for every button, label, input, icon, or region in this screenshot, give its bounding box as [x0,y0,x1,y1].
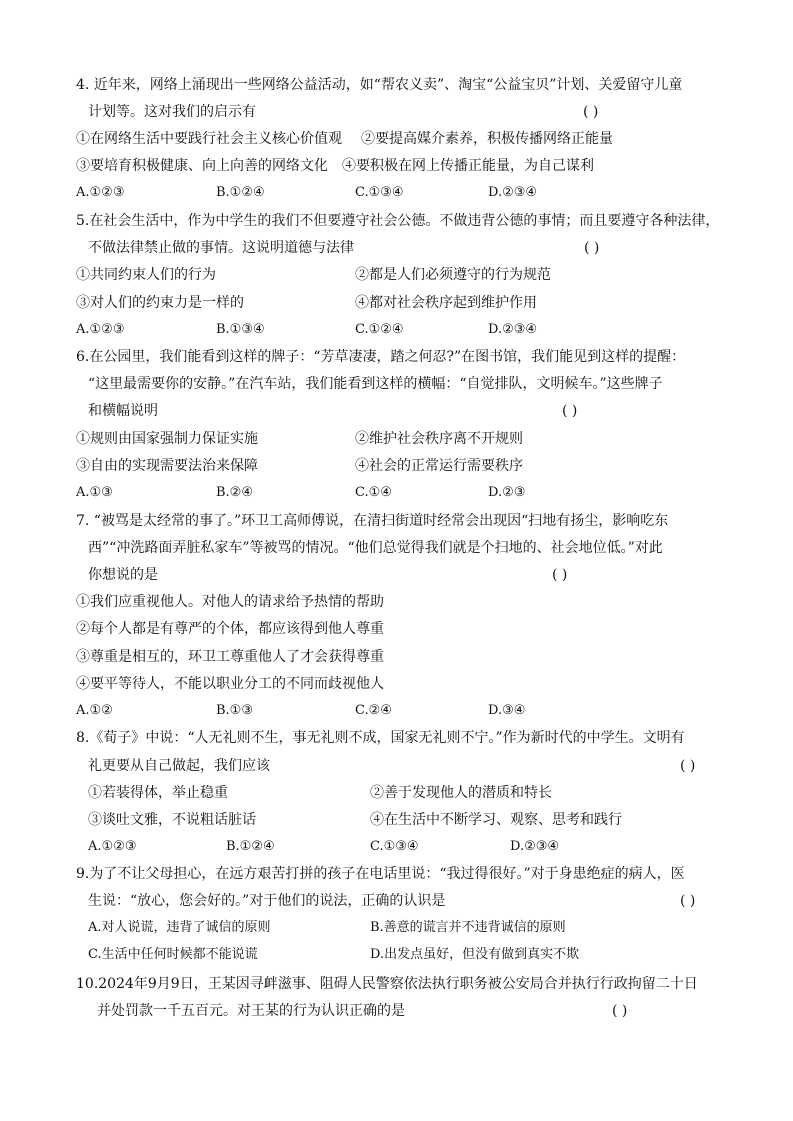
question-stem-line: 6.在公园里，我们能看到这样的牌子：“芳草凄凄，踏之何忍?”在图书馆，我们能见到这样的提醒： [76,349,686,365]
answer-parenthesis: ( ) [562,403,578,419]
answer-parenthesis: ( ) [584,240,600,256]
statement: ②都是人们必须遵守的行为规范 [355,267,551,283]
choice-option: A.①③ [76,485,113,500]
choice-option: D.③④ [488,703,526,718]
choice-option: B.善意的谎言并不违背诚信的原则 [370,920,566,935]
statement: ③对人们的约束力是一样的 [76,295,244,311]
statement: ①规则由国家强制力保证实施 [76,431,258,447]
answer-parenthesis: ( ) [612,1003,628,1019]
answer-parenthesis: ( ) [680,758,696,774]
question-stem-line: 西”“冲洗路面弄脏私家车”等被骂的情况。“他们总觉得我们就是个扫地的、社会地位低。”对此 [88,540,663,556]
choice-option: A.①② [76,703,113,718]
choice-option: C.①③④ [355,185,404,200]
statement: ①在网络生活中要践行社会主义核心价值观 [76,131,342,147]
question-stem-line: 8.《荀子》中说：“人无礼则不生，事无礼则不成，国家无礼则不宁。”作为新时代的中学生。文明有 [76,730,685,746]
choice-option: C.①②④ [355,322,404,337]
statement: ①共同约束人们的行为 [76,267,216,283]
statement: ④要积极在网上传播正能量，为自己谋利 [342,158,594,174]
statement: ④在生活中不断学习、观察、思考和践行 [370,812,622,828]
question-stem-line: 礼更要从自己做起，我们应该 [88,758,270,774]
question-stem-line: 5.在社会生活中，作为中学生的我们不但要遵守社会公德。不做违背公德的事情；而且要遵守各种法律， [76,213,720,229]
statement: ②维护社会秩序离不开规则 [355,431,523,447]
choice-option: A.①②③ [76,185,125,200]
choice-option: D.出发点虽好，但没有做到真实不欺 [370,947,580,962]
answer-parenthesis: ( ) [552,567,568,583]
choice-option: C.①④ [355,485,392,500]
statement: ④都对社会秩序起到维护作用 [355,295,537,311]
question-stem-line: 4. 近年来，网络上涌现出一些网络公益活动，如“帮农义卖”、淘宝“公益宝贝”计划、关爱留守儿童 [76,77,683,93]
choice-option: B.①③ [216,703,253,718]
choice-option: D.②③④ [488,322,538,337]
choice-option: D.②③④ [488,185,538,200]
choice-option: B.①②④ [216,185,265,200]
question-stem-line: 并处罚款一千五百元。对王某的行为认识正确的是 [97,1003,405,1019]
question-stem-line: 10.2024年9月9日，王某因寻衅滋事、阻碍人民警察依法执行职务被公安局合并执行行政拘留二十日 [76,976,698,992]
answer-parenthesis: ( ) [583,104,599,120]
choice-option: C.生活中任何时候都不能说谎 [88,947,258,962]
choice-option: B.①③④ [216,322,265,337]
statement: ②善于发现他人的潜质和特长 [370,785,552,801]
question-stem-line: 和横幅说明 [88,403,158,419]
choice-option: C.①③④ [370,839,419,854]
choice-option: D.②③ [488,485,526,500]
statement: ②每个人都是有尊严的个体，都应该得到他人尊重 [76,621,384,637]
choice-option: A.①②③ [88,839,137,854]
answer-parenthesis: ( ) [680,893,696,909]
statement: ③谈吐文雅，不说粗话脏话 [88,812,256,828]
choice-option: B.①②④ [226,839,275,854]
choice-option: D.②③④ [510,839,560,854]
statement: ①若装得体，举止稳重 [88,785,228,801]
statement: ④社会的正常运行需要秩序 [355,458,523,474]
choice-option: A.对人说谎，违背了诚信的原则 [88,920,271,935]
question-stem-line: 9.为了不让父母担心，在远方艰苦打拼的孩子在电话里说：“我过得很好。”对于身患绝症的病人，医 [76,866,685,882]
statement: ③自由的实现需要法治来保障 [76,458,258,474]
question-stem-line: 生说：“放心，您会好的。”对于他们的说法，正确的认识是 [88,893,446,909]
statement: ①我们应重视他人。对他人的请求给予热情的帮助 [76,594,384,610]
statement: ③尊重是相互的，环卫工尊重他人了才会获得尊重 [76,649,384,665]
choice-option: B.②④ [216,485,253,500]
question-stem-line: 不做法律禁止做的事情。这说明道德与法律 [88,240,354,256]
choice-option: C.②④ [355,703,392,718]
statement: ②要提高媒介素养，积极传播网络正能量 [361,131,613,147]
statement: ③要培育积极健康、向上向善的网络文化 [76,158,328,174]
choice-option: A.①②③ [76,322,125,337]
question-stem-line: 7. “被骂是太经常的事了。”环卫工高师傅说，在清扫街道时经常会出现因“扫地有扬尘，影响吃东 [76,513,669,529]
question-stem-line: 你想说的是 [88,567,158,583]
question-stem-line: 计划等。这对我们的启示有 [88,104,256,120]
statement: ④要平等待人，不能以职业分工的不同而歧视他人 [76,676,384,692]
question-stem-line: “这里最需要你的安静。”在汽车站，我们能看到这样的横幅：“自觉排队，文明候车。”这些牌子 [88,376,663,392]
